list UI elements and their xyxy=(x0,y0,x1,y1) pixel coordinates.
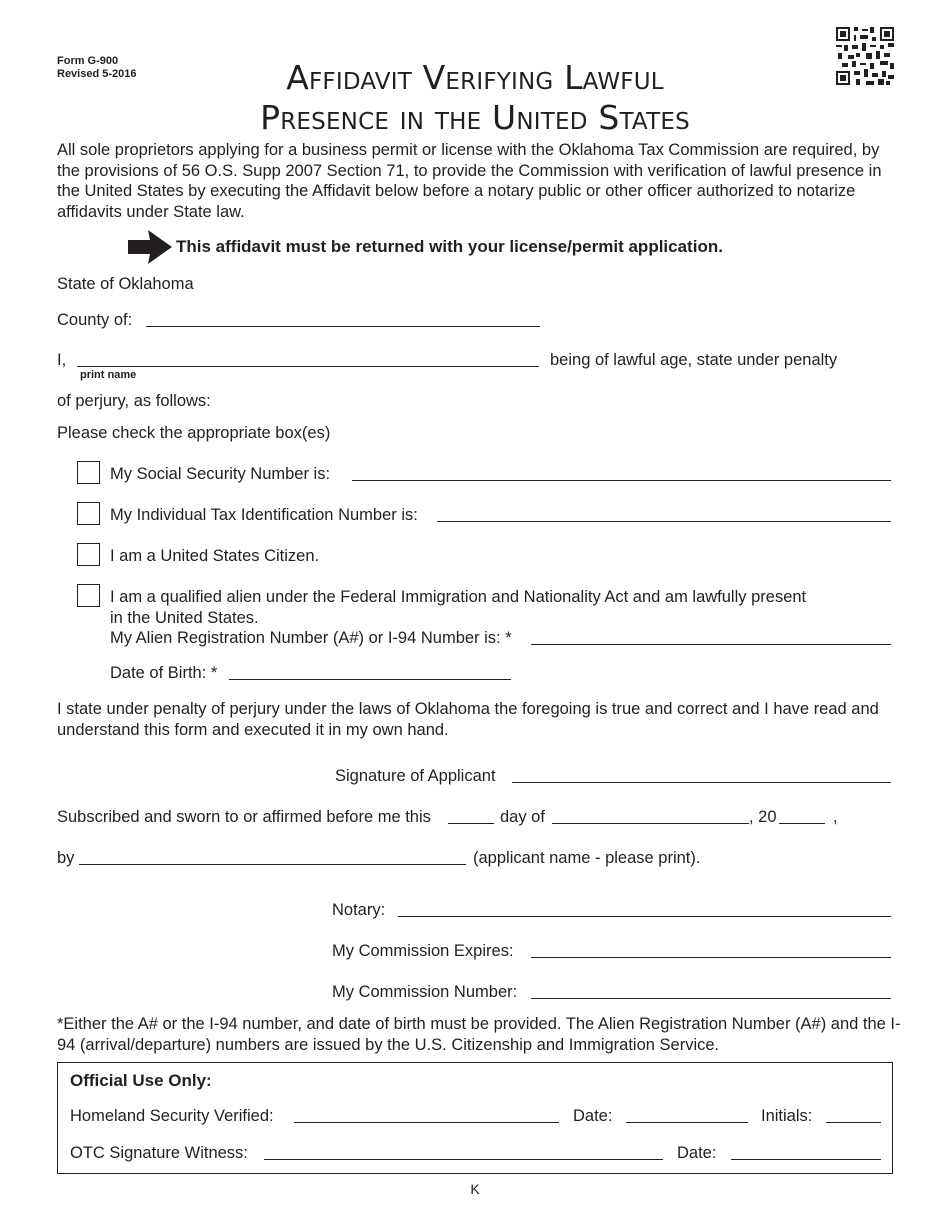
arrow-right-icon xyxy=(128,230,172,264)
ssn-label: My Social Security Number is: xyxy=(110,465,331,483)
alien-number-label: My Alien Registration Number (A#) or I-94 Number is: * xyxy=(110,629,512,647)
otc-witness-label: OTC Signature Witness: xyxy=(70,1144,248,1162)
by-label: by xyxy=(57,849,75,867)
sworn-year-field[interactable] xyxy=(779,823,825,824)
applicant-print-label: (applicant name - please print). xyxy=(473,849,701,867)
commission-expires-field[interactable] xyxy=(531,957,891,958)
print-name-label: print name xyxy=(80,369,137,381)
otc-date-field[interactable] xyxy=(731,1159,881,1160)
homeland-date-label: Date: xyxy=(573,1107,613,1125)
form-title-line-2: Presence in the United States xyxy=(260,98,690,137)
dob-label: Date of Birth: * xyxy=(110,664,218,682)
commission-number-label: My Commission Number: xyxy=(332,983,518,1001)
itin-checkbox[interactable] xyxy=(77,502,100,525)
notary-label: Notary: xyxy=(332,901,386,919)
county-field[interactable] xyxy=(146,326,540,327)
form-revision: Revised 5-2016 xyxy=(57,68,137,80)
signature-field[interactable] xyxy=(512,782,891,783)
perjury-text: of perjury, as follows: xyxy=(57,392,211,410)
intro-paragraph: All sole proprietors applying for a business permit or license with the Oklahoma Tax Commission are required, by the provisions of 56 O.S. Supp 2007 Section 71, to provide the Commission with verification of lawful presence in the United States by executing the Affidavit below before a notary public or other officer authorized to notarize affidavits under State law. xyxy=(57,141,882,221)
sworn-day-field[interactable] xyxy=(448,823,494,824)
citizen-checkbox[interactable] xyxy=(77,543,100,566)
form-number: Form G-900 xyxy=(57,55,119,67)
initials-field[interactable] xyxy=(826,1122,881,1123)
qr-code-icon xyxy=(836,27,894,85)
commission-number-field[interactable] xyxy=(531,998,891,999)
homeland-security-field[interactable] xyxy=(294,1122,559,1123)
county-label: County of: xyxy=(57,311,133,329)
ssn-checkbox[interactable] xyxy=(77,461,100,484)
otc-date-label: Date: xyxy=(677,1144,717,1162)
citizen-label: I am a United States Citizen. xyxy=(110,547,320,565)
print-name-field[interactable] xyxy=(77,366,539,367)
itin-label: My Individual Tax Identification Number is: xyxy=(110,506,418,524)
state-label: State of Oklahoma xyxy=(57,275,194,293)
page-code: K xyxy=(470,1181,480,1197)
check-instruction: Please check the appropriate box(es) xyxy=(57,424,331,442)
return-notice: This affidavit must be returned with your license/permit application. xyxy=(176,237,723,256)
lawful-age-text: being of lawful age, state under penalty xyxy=(550,351,838,369)
notary-field[interactable] xyxy=(398,916,891,917)
alien-label-line-1: I am a qualified alien under the Federal Immigration and Nationality Act and am lawfully present xyxy=(110,588,807,606)
sworn-text-3: , 20 xyxy=(749,808,777,826)
sworn-month-field[interactable] xyxy=(552,823,749,824)
itin-field[interactable] xyxy=(437,521,891,522)
signature-label: Signature of Applicant xyxy=(335,767,496,785)
alien-number-field[interactable] xyxy=(531,644,891,645)
perjury-statement: I state under penalty of perjury under the laws of Oklahoma the foregoing is true and correct and I have read and understand this form and executed it in my own hand. xyxy=(57,700,879,739)
homeland-security-label: Homeland Security Verified: xyxy=(70,1107,274,1125)
applicant-name-field[interactable] xyxy=(79,864,466,865)
alien-label-line-2: in the United States. xyxy=(110,609,259,627)
official-use-heading: Official Use Only: xyxy=(70,1071,212,1090)
ssn-field[interactable] xyxy=(352,480,891,481)
initials-label: Initials: xyxy=(761,1107,813,1125)
commission-expires-label: My Commission Expires: xyxy=(332,942,514,960)
footnote: *Either the A# or the I-94 number, and date of birth must be provided. The Alien Registration Number (A#) and the I-94 (arrival/departure) numbers are issued by the U.S. Citizenship and Immigration Service. xyxy=(57,1015,901,1054)
i-label: I, xyxy=(57,351,67,369)
sworn-text-4: , xyxy=(833,808,838,826)
otc-witness-field[interactable] xyxy=(264,1159,663,1160)
sworn-text-1: Subscribed and sworn to or affirmed before me this xyxy=(57,808,431,826)
dob-field[interactable] xyxy=(229,679,511,680)
sworn-text-2: day of xyxy=(500,808,545,826)
homeland-date-field[interactable] xyxy=(626,1122,748,1123)
form-title-line-1: Affidavit Verifying Lawful xyxy=(286,58,664,97)
alien-checkbox[interactable] xyxy=(77,584,100,607)
